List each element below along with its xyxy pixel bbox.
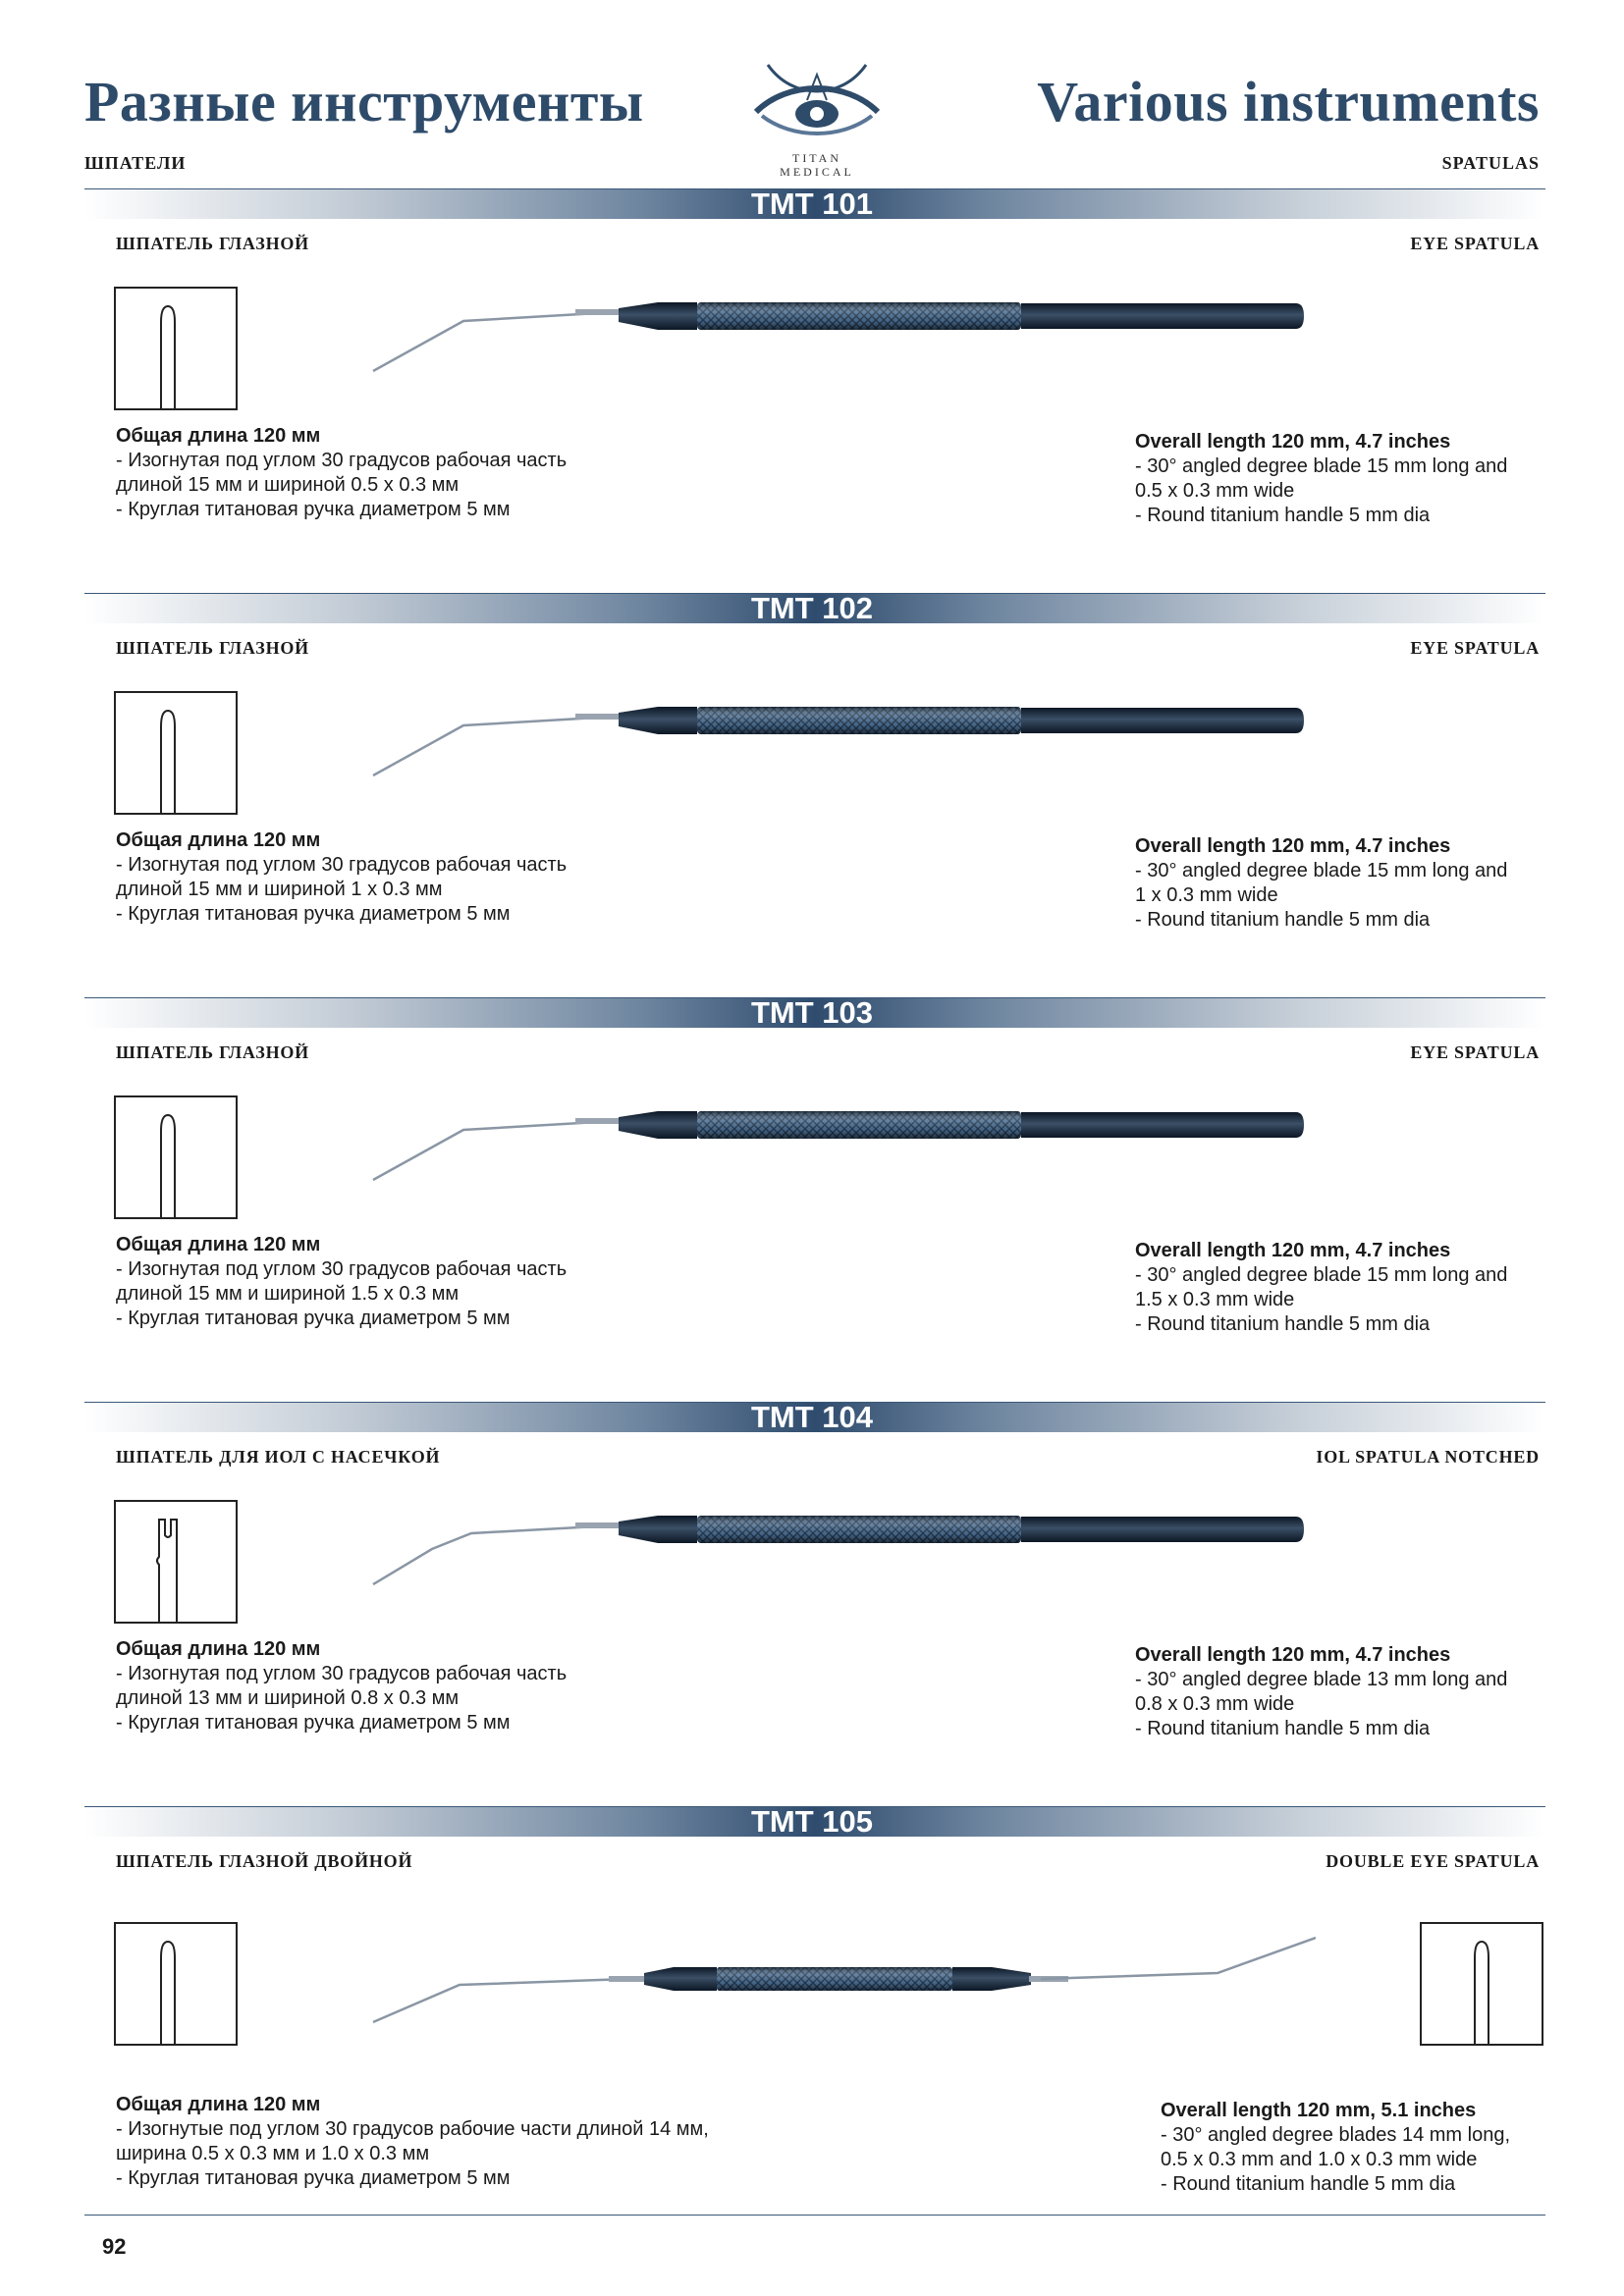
description-en [1135, 1643, 1507, 1741]
logo-text-medical: MEDICAL [780, 165, 854, 179]
spatula-photo [353, 277, 1316, 385]
desc-line: - 30° angled degree blade 15 mm long and [1135, 455, 1508, 477]
spatula-tip-icon [116, 289, 236, 408]
titan-medical-logo [738, 61, 895, 179]
desc-line: - Round titanium handle 5 mm dia [1135, 505, 1431, 526]
tip-diagram [114, 691, 238, 815]
desc-line: - Круглая титановая ручка диаметром 5 мм [116, 1308, 511, 1329]
spatula-photo [353, 1490, 1316, 1598]
spatula-tip-icon [116, 693, 236, 813]
spatula-tip-icon [116, 1924, 236, 2044]
desc-line: - 30° angled degree blades 14 mm long, [1161, 2124, 1511, 2146]
product-name-en: EYE SPATULA [1410, 1042, 1540, 1062]
product-tmt-105 [0, 1806, 1624, 2211]
product-code: TMT 103 [750, 995, 874, 1030]
product-tmt-101 [0, 188, 1624, 593]
page-title-ru: Разные инструменты [84, 70, 644, 133]
category-label-ru: ШПАТЕЛИ [84, 153, 187, 173]
desc-line: Overall length 120 mm, 4.7 inches [1135, 431, 1451, 453]
bottom-divider [84, 2215, 1545, 2216]
double-spatula-photo [353, 1924, 1316, 2032]
desc-line: - 30° angled degree blade 15 mm long and [1135, 860, 1508, 881]
description-ru [116, 1233, 567, 1331]
desc-line: длиной 15 мм и шириной 0.5 x 0.3 мм [116, 474, 460, 496]
product-name-ru: ШПАТЕЛЬ ГЛАЗНОЙ [116, 1042, 309, 1062]
product-code: TMT 102 [750, 591, 874, 625]
description-en [1135, 834, 1507, 933]
desc-line: длиной 13 мм и шириной 0.8 x 0.3 мм [116, 1687, 460, 1709]
product-tmt-104 [0, 1402, 1624, 1806]
desc-line: - Round titanium handle 5 mm dia [1135, 909, 1431, 931]
description-ru [116, 1637, 567, 1735]
tip-diagram [114, 1095, 238, 1219]
desc-line: 1.5 x 0.3 mm wide [1135, 1289, 1295, 1310]
desc-line: - 30° angled degree blade 15 mm long and [1135, 1264, 1508, 1286]
desc-line: 0.5 x 0.3 mm and 1.0 x 0.3 mm wide [1161, 2149, 1478, 2170]
desc-line: Overall length 120 mm, 4.7 inches [1135, 1644, 1451, 1666]
product-name-ru: ШПАТЕЛЬ ГЛАЗНОЙ [116, 234, 309, 253]
desc-line: - Изогнутая под углом 30 градусов рабочая часть [116, 450, 568, 471]
desc-line: - Круглая титановая ручка диаметром 5 мм [116, 499, 511, 520]
product-tmt-102 [0, 593, 1624, 997]
desc-line: 1 x 0.3 mm wide [1135, 884, 1278, 906]
product-name-ru: ШПАТЕЛЬ ДЛЯ ИОЛ С НАСЕЧКОЙ [116, 1447, 441, 1467]
desc-line: Overall length 120 mm, 5.1 inches [1161, 2100, 1477, 2121]
logo-mark-icon [738, 61, 895, 159]
category-label-en: SPATULAS [1441, 153, 1540, 173]
description-en [1135, 1239, 1507, 1337]
desc-line: - Изогнутая под углом 30 градусов рабочая часть [116, 854, 568, 876]
spatula-tip-icon [116, 1097, 236, 1217]
description-ru [116, 424, 567, 522]
spatula-photo [353, 1086, 1316, 1194]
description-en [1161, 2099, 1510, 2197]
desc-line: длиной 15 мм и шириной 1.5 x 0.3 мм [116, 1283, 460, 1305]
product-code: TMT 105 [750, 1804, 874, 1839]
desc-line: длиной 15 мм и шириной 1 x 0.3 мм [116, 879, 443, 900]
product-code: TMT 104 [750, 1400, 874, 1434]
logo-text-titan: TITAN [791, 151, 842, 165]
tip-diagram [114, 287, 238, 410]
product-name-en: DOUBLE EYE SPATULA [1326, 1851, 1540, 1871]
page-number: 92 [102, 2234, 127, 2259]
page-title-en: Various instruments [1037, 70, 1540, 133]
desc-line: - Round titanium handle 5 mm dia [1135, 1718, 1431, 1739]
desc-line: - 30° angled degree blade 13 mm long and [1135, 1669, 1508, 1690]
product-name-en: EYE SPATULA [1410, 638, 1540, 658]
desc-line: Overall length 120 mm, 4.7 inches [1135, 1240, 1451, 1261]
product-code: TMT 101 [750, 187, 874, 221]
desc-line: ширина 0.5 x 0.3 мм и 1.0 x 0.3 мм [116, 2143, 430, 2164]
product-name-en: IOL SPATULA NOTCHED [1316, 1447, 1540, 1467]
desc-line: 0.5 x 0.3 mm wide [1135, 480, 1295, 502]
desc-line: - Round titanium handle 5 mm dia [1161, 2173, 1456, 2195]
spatula-tip-icon [1422, 1924, 1542, 2044]
product-name-ru: ШПАТЕЛЬ ГЛАЗНОЙ ДВОЙНОЙ [116, 1851, 413, 1871]
description-ru [116, 828, 567, 927]
product-name-ru: ШПАТЕЛЬ ГЛАЗНОЙ [116, 638, 309, 658]
desc-line: Общая длина 120 мм [116, 1638, 321, 1660]
desc-line: 0.8 x 0.3 mm wide [1135, 1693, 1295, 1715]
desc-line: - Изогнутые под углом 30 градусов рабочие части длиной 14 мм, [116, 2118, 709, 2140]
tip-diagram [114, 1500, 238, 1624]
desc-line: Общая длина 120 мм [116, 1234, 321, 1255]
desc-line: Overall length 120 mm, 4.7 inches [1135, 835, 1451, 857]
desc-line: - Круглая титановая ручка диаметром 5 мм [116, 2167, 511, 2189]
desc-line: - Изогнутая под углом 30 градусов рабочая часть [116, 1663, 568, 1684]
spatula-photo [353, 681, 1316, 789]
description-ru [116, 2093, 709, 2191]
notched-spatula-tip-icon [116, 1502, 236, 1622]
tip-diagram-right [1420, 1922, 1543, 2046]
description-en [1135, 430, 1507, 528]
desc-line: - Круглая титановая ручка диаметром 5 мм [116, 1712, 511, 1734]
desc-line: - Изогнутая под углом 30 градусов рабочая часть [116, 1258, 568, 1280]
tip-diagram-left [114, 1922, 238, 2046]
desc-line: Общая длина 120 мм [116, 829, 321, 851]
product-tmt-103 [0, 997, 1624, 1402]
desc-line: - Круглая титановая ручка диаметром 5 мм [116, 903, 511, 925]
desc-line: Общая длина 120 мм [116, 2094, 321, 2115]
product-name-en: EYE SPATULA [1410, 234, 1540, 253]
desc-line: - Round titanium handle 5 mm dia [1135, 1313, 1431, 1335]
desc-line: Общая длина 120 мм [116, 425, 321, 447]
